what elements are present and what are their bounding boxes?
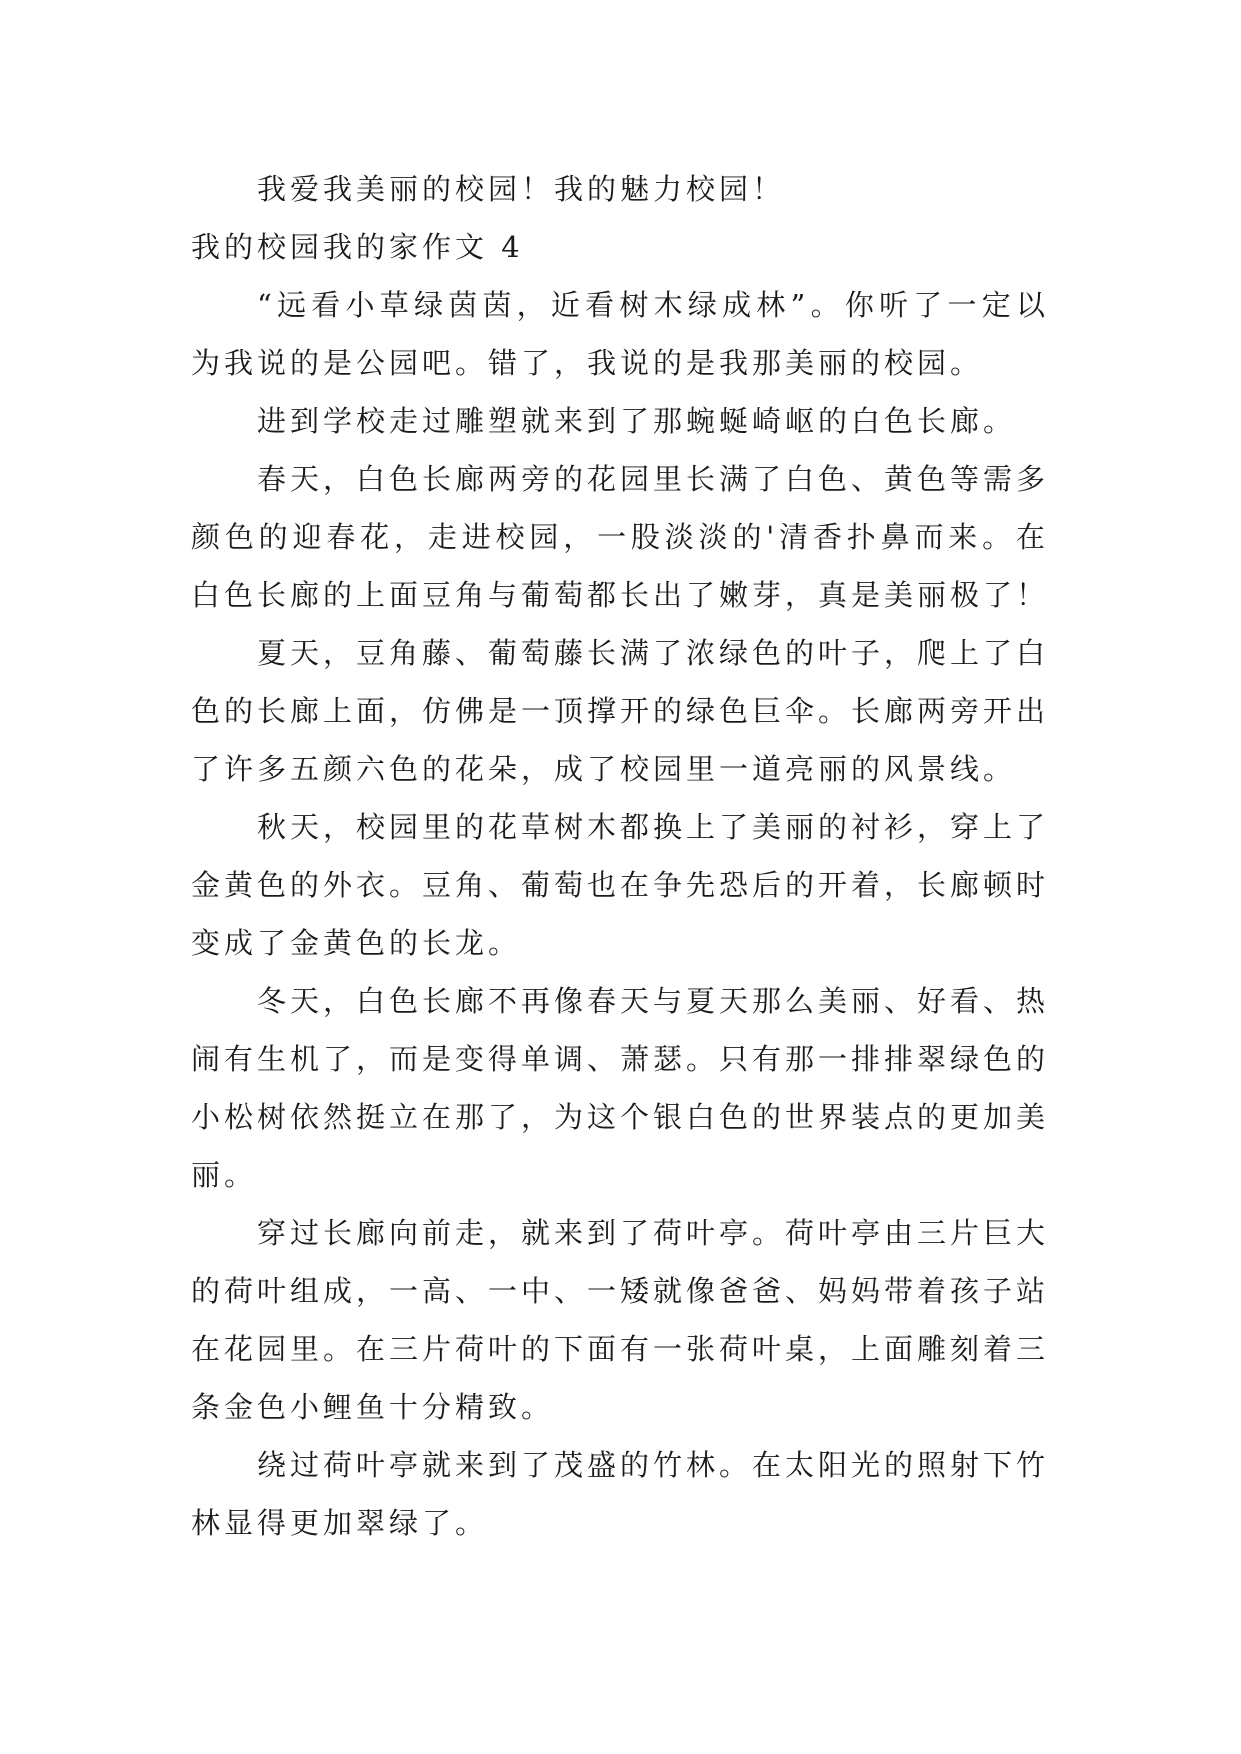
paragraph-closing-line: 我爱我美丽的校园！我的魅力校园！: [257, 172, 786, 206]
essay-title: 我的校园我的家作文 4: [191, 230, 524, 264]
paragraph-bamboo-grove: 绕过荷叶亭就来到了茂盛的竹林。在太阳光的照射下竹林显得更加翠绿了。: [191, 1448, 1050, 1540]
paragraph-intro: “远看小草绿茵茵，近看树木绿成林”。你听了一定以为我说的是公园吧。错了，我说的是我那美丽的校园。: [191, 288, 1049, 380]
paragraph-winter: 冬天，白色长廊不再像春天与夏天那么美丽、好看、热闹有生机了，而是变得单调、萧瑟。只有那一排排翠绿色的小松树依然挺立在那了，为这个银白色的世界装点的更加美丽。: [191, 984, 1050, 1192]
paragraph-spring: 春天，白色长廊两旁的花园里长满了白色、黄色等需多颜色的迎春花，走进校园，一股淡淡的'清香扑鼻而来。在白色长廊的上面豆角与葡萄都长出了嫩芽，真是美丽极了！: [191, 462, 1050, 612]
paragraph-summer: 夏天，豆角藤、葡萄藤长满了浓绿色的叶子，爬上了白色的长廊上面，仿佛是一顶撑开的绿色巨伞。长廊两旁开出了许多五颜六色的花朵，成了校园里一道亮丽的风景线。: [191, 636, 1050, 786]
paragraph-lotus-pavilion: 穿过长廊向前走，就来到了荷叶亭。荷叶亭由三片巨大的荷叶组成，一高、一中、一矮就像爸爸、妈妈带着孩子站在花园里。在三片荷叶的下面有一张荷叶桌，上面雕刻着三条金色小鲤鱼十分精致。: [191, 1216, 1050, 1424]
paragraph-autumn: 秋天，校园里的花草树木都换上了美丽的衬衫，穿上了金黄色的外衣。豆角、葡萄也在争先恐后的开着，长廊顿时变成了金黄色的长龙。: [191, 810, 1050, 960]
document-body: [191, 160, 1049, 1552]
paragraph-entrance: 进到学校走过雕塑就来到了那蜿蜒崎岖的白色长廊。: [257, 404, 1017, 438]
